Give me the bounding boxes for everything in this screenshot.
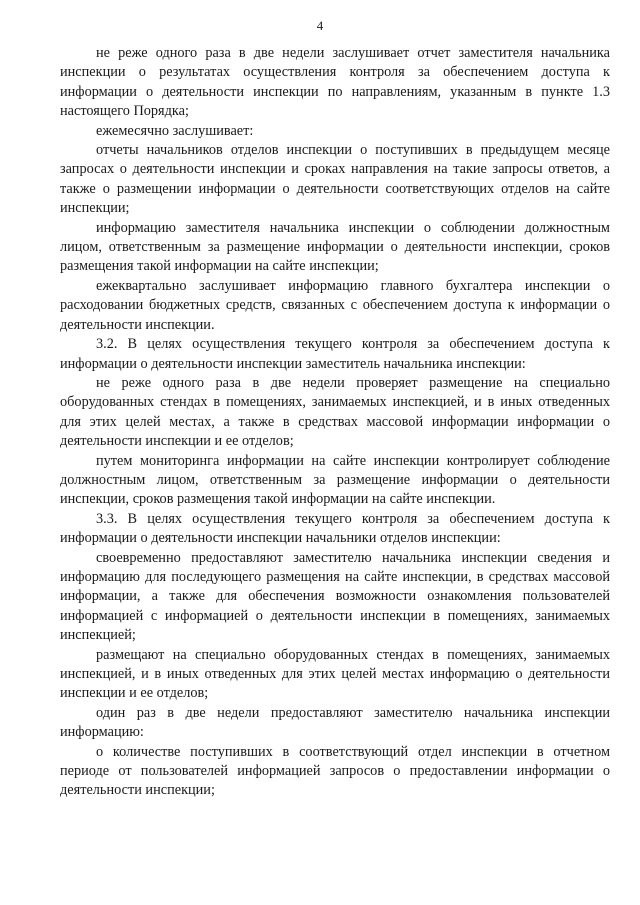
paragraph: 3.2. В целях осуществления текущего контроля за обеспечением доступа к информации о деятельности инспекции заместитель начальника инспекции: <box>60 336 610 372</box>
paragraph: один раз в две недели предоставляют заместителю начальника инспекции информацию: <box>60 704 610 741</box>
paragraph: информацию заместителя начальника инспекции о соблюдении должностным лицом, ответственным за размещение информации о деятельности инспекции, сроков размещения такой информации на сайте инспекции; <box>60 219 610 275</box>
page-number: 4 <box>316 18 324 33</box>
paragraph: ежеквартально заслушивает информацию главного бухгалтера инспекции о расходовании бюджетных средств, связанных с обеспечением доступа к информации о деятельности инспекции. <box>60 277 610 333</box>
paragraph: путем мониторинга информации на сайте инспекции контролирует соблюдение должностным лицом, ответственным за размещение информации о деятельности инспекции, сроков размещения такой информации на сайте инспекции. <box>60 452 610 508</box>
paragraph: отчеты начальников отделов инспекции о поступивших в предыдущем месяце запросах о деятельности инспекции и сроках направления на такие запросы ответов, а также о размещении информации о деятельности соответствующих отделов на сайте инспекции; <box>60 142 610 217</box>
paragraph: не реже одного раза в две недели заслушивает отчет заместителя начальника инспекции о результатах осуществления контроля за обеспечением доступа к информации о деятельности инспекции по направлениям, указанным в пункте 1.3 настоящего Порядка; <box>60 45 610 120</box>
paragraph: ежемесячно заслушивает: <box>96 122 254 139</box>
paragraph: не реже одного раза в две недели проверяет размещение на специально оборудованных стендах в помещениях, занимаемых инспекцией, и в иных отведенных для этих целей местах, а также в средствах массовой информации информации о деятельности инспекции и ее отделов; <box>60 374 610 450</box>
document-body <box>60 44 610 801</box>
paragraph: размещают на специально оборудованных стендах в помещениях, занимаемых инспекцией, и в иных отведенных для этих целей местах информацию о деятельности инспекции и ее отделов; <box>60 646 610 702</box>
paragraph: своевременно предоставляют заместителю начальника инспекции сведения и информацию для последующего размещения на сайте инспекции, в средствах массовой информации, а также для обеспечения возможности ознакомления пользователей информацией с информацией о деятельности инспекции в помещениях, занимаемых инспекцией; <box>60 549 610 644</box>
paragraph: о количестве поступивших в соответствующий отдел инспекции в отчетном периоде от пользователей информацией запросов о предоставлении информации о деятельности инспекции; <box>60 743 610 799</box>
paragraph: 3.3. В целях осуществления текущего контроля за обеспечением доступа к информации о деятельности инспекции начальники отделов инспекции: <box>60 510 610 547</box>
